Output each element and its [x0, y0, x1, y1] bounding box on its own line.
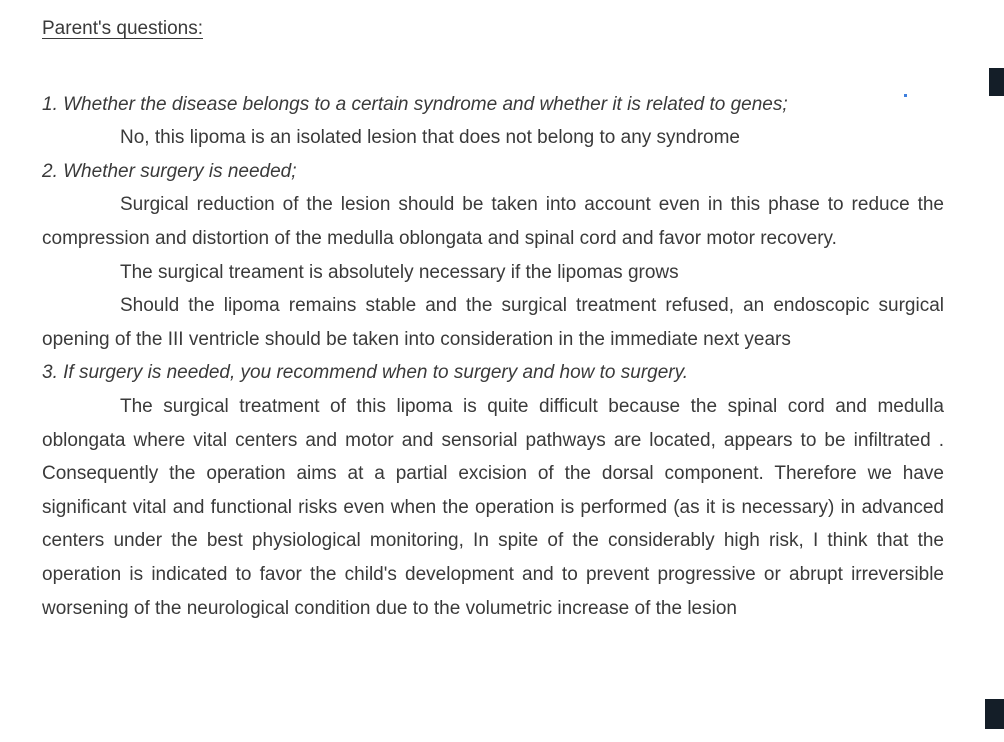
answer-1: No, this lipoma is an isolated lesion that does not belong to any syndrome — [120, 127, 740, 149]
page-edge-artifact-bottom — [985, 699, 1004, 729]
page-edge-artifact-top — [989, 68, 1004, 96]
question-2: 2. Whether surgery is needed; — [42, 160, 297, 182]
question-1: 1. Whether the disease belongs to a certain syndrome and whether it is related to genes; — [42, 93, 788, 115]
answer-2-paragraph-3: Should the lipoma remains stable and the surgical treatment refused, an endoscopic surgical opening of the III ventricle should be taken into consideration in the immediate next years — [42, 295, 944, 350]
document-content — [42, 12, 944, 625]
answer-2-paragraph-2: The surgical treament is absolutely necessary if the lipomas grows — [120, 261, 679, 283]
answer-3: The surgical treatment of this lipoma is quite difficult because the spinal cord and medulla oblongata where vital centers and motor and sensorial pathways are located, appears to be infiltrated . Consequently the operation aims at a partial excision of the dorsal component. Therefore we have significant vital and functional risks even when the operation is performed (as it is necessary) in advanced centers under the best physiological monitoring, In spite of the considerably high risk, I think that the operation is indicated to favor the child's development and to prevent progressive or abrupt irreversible worsening of the neurological condition due to the volumetric increase of the lesion — [42, 395, 944, 619]
page-title: Parent's questions: — [42, 18, 203, 39]
blue-dot-artifact — [904, 94, 907, 97]
question-3: 3. If surgery is needed, you recommend when to surgery and how to surgery. — [42, 362, 688, 384]
answer-2-paragraph-1: Surgical reduction of the lesion should be taken into account even in this phase to reduce the compression and distortion of the medulla oblongata and spinal cord and favor motor recovery. — [42, 194, 944, 249]
